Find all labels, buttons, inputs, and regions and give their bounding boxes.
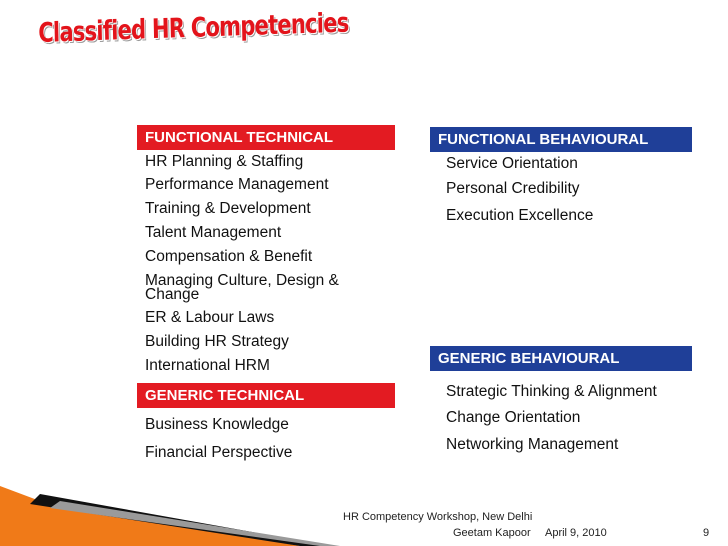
list-item: Service Orientation	[446, 155, 578, 172]
list-item: Talent Management	[145, 224, 282, 241]
list-item: Business Knowledge	[145, 416, 289, 433]
list-item: Training & Development	[145, 200, 311, 217]
list-item: Managing Culture, Design & Change	[145, 272, 339, 303]
list-item: Networking Management	[446, 436, 619, 453]
functional-behavioural-header: FUNCTIONAL BEHAVIOURAL	[430, 127, 692, 152]
functional-technical-header: FUNCTIONAL TECHNICAL	[137, 125, 395, 150]
list-item: Building HR Strategy	[145, 333, 289, 350]
generic-behavioural-header: GENERIC BEHAVIOURAL	[430, 346, 692, 371]
functional-technical-panel	[137, 125, 395, 380]
footer-page-number: 9	[703, 527, 710, 539]
list-item: Execution Excellence	[446, 207, 594, 224]
generic-technical-panel	[137, 383, 395, 468]
slide-title: Classified HR Competencies	[38, 7, 349, 49]
decorative-swoosh	[0, 456, 728, 546]
footer-author: Geetam Kapoor	[453, 527, 531, 539]
list-item: Compensation & Benefit	[145, 248, 313, 265]
list-item: Performance Management	[145, 176, 329, 193]
footer-workshop: HR Competency Workshop, New Delhi	[343, 511, 533, 523]
generic-technical-header: GENERIC TECHNICAL	[137, 383, 395, 408]
functional-behavioural-panel	[430, 127, 692, 227]
generic-behavioural-panel	[430, 346, 692, 456]
list-item: ER & Labour Laws	[145, 309, 275, 326]
list-item: Personal Credibility	[446, 180, 580, 197]
footer-date: April 9, 2010	[545, 527, 607, 539]
list-item: HR Planning & Staffing	[145, 153, 304, 170]
list-item: Financial Perspective	[145, 444, 293, 461]
list-item: Strategic Thinking & Alignment	[446, 383, 657, 400]
list-item: Change Orientation	[446, 409, 581, 426]
list-item: International HRM	[145, 357, 270, 374]
